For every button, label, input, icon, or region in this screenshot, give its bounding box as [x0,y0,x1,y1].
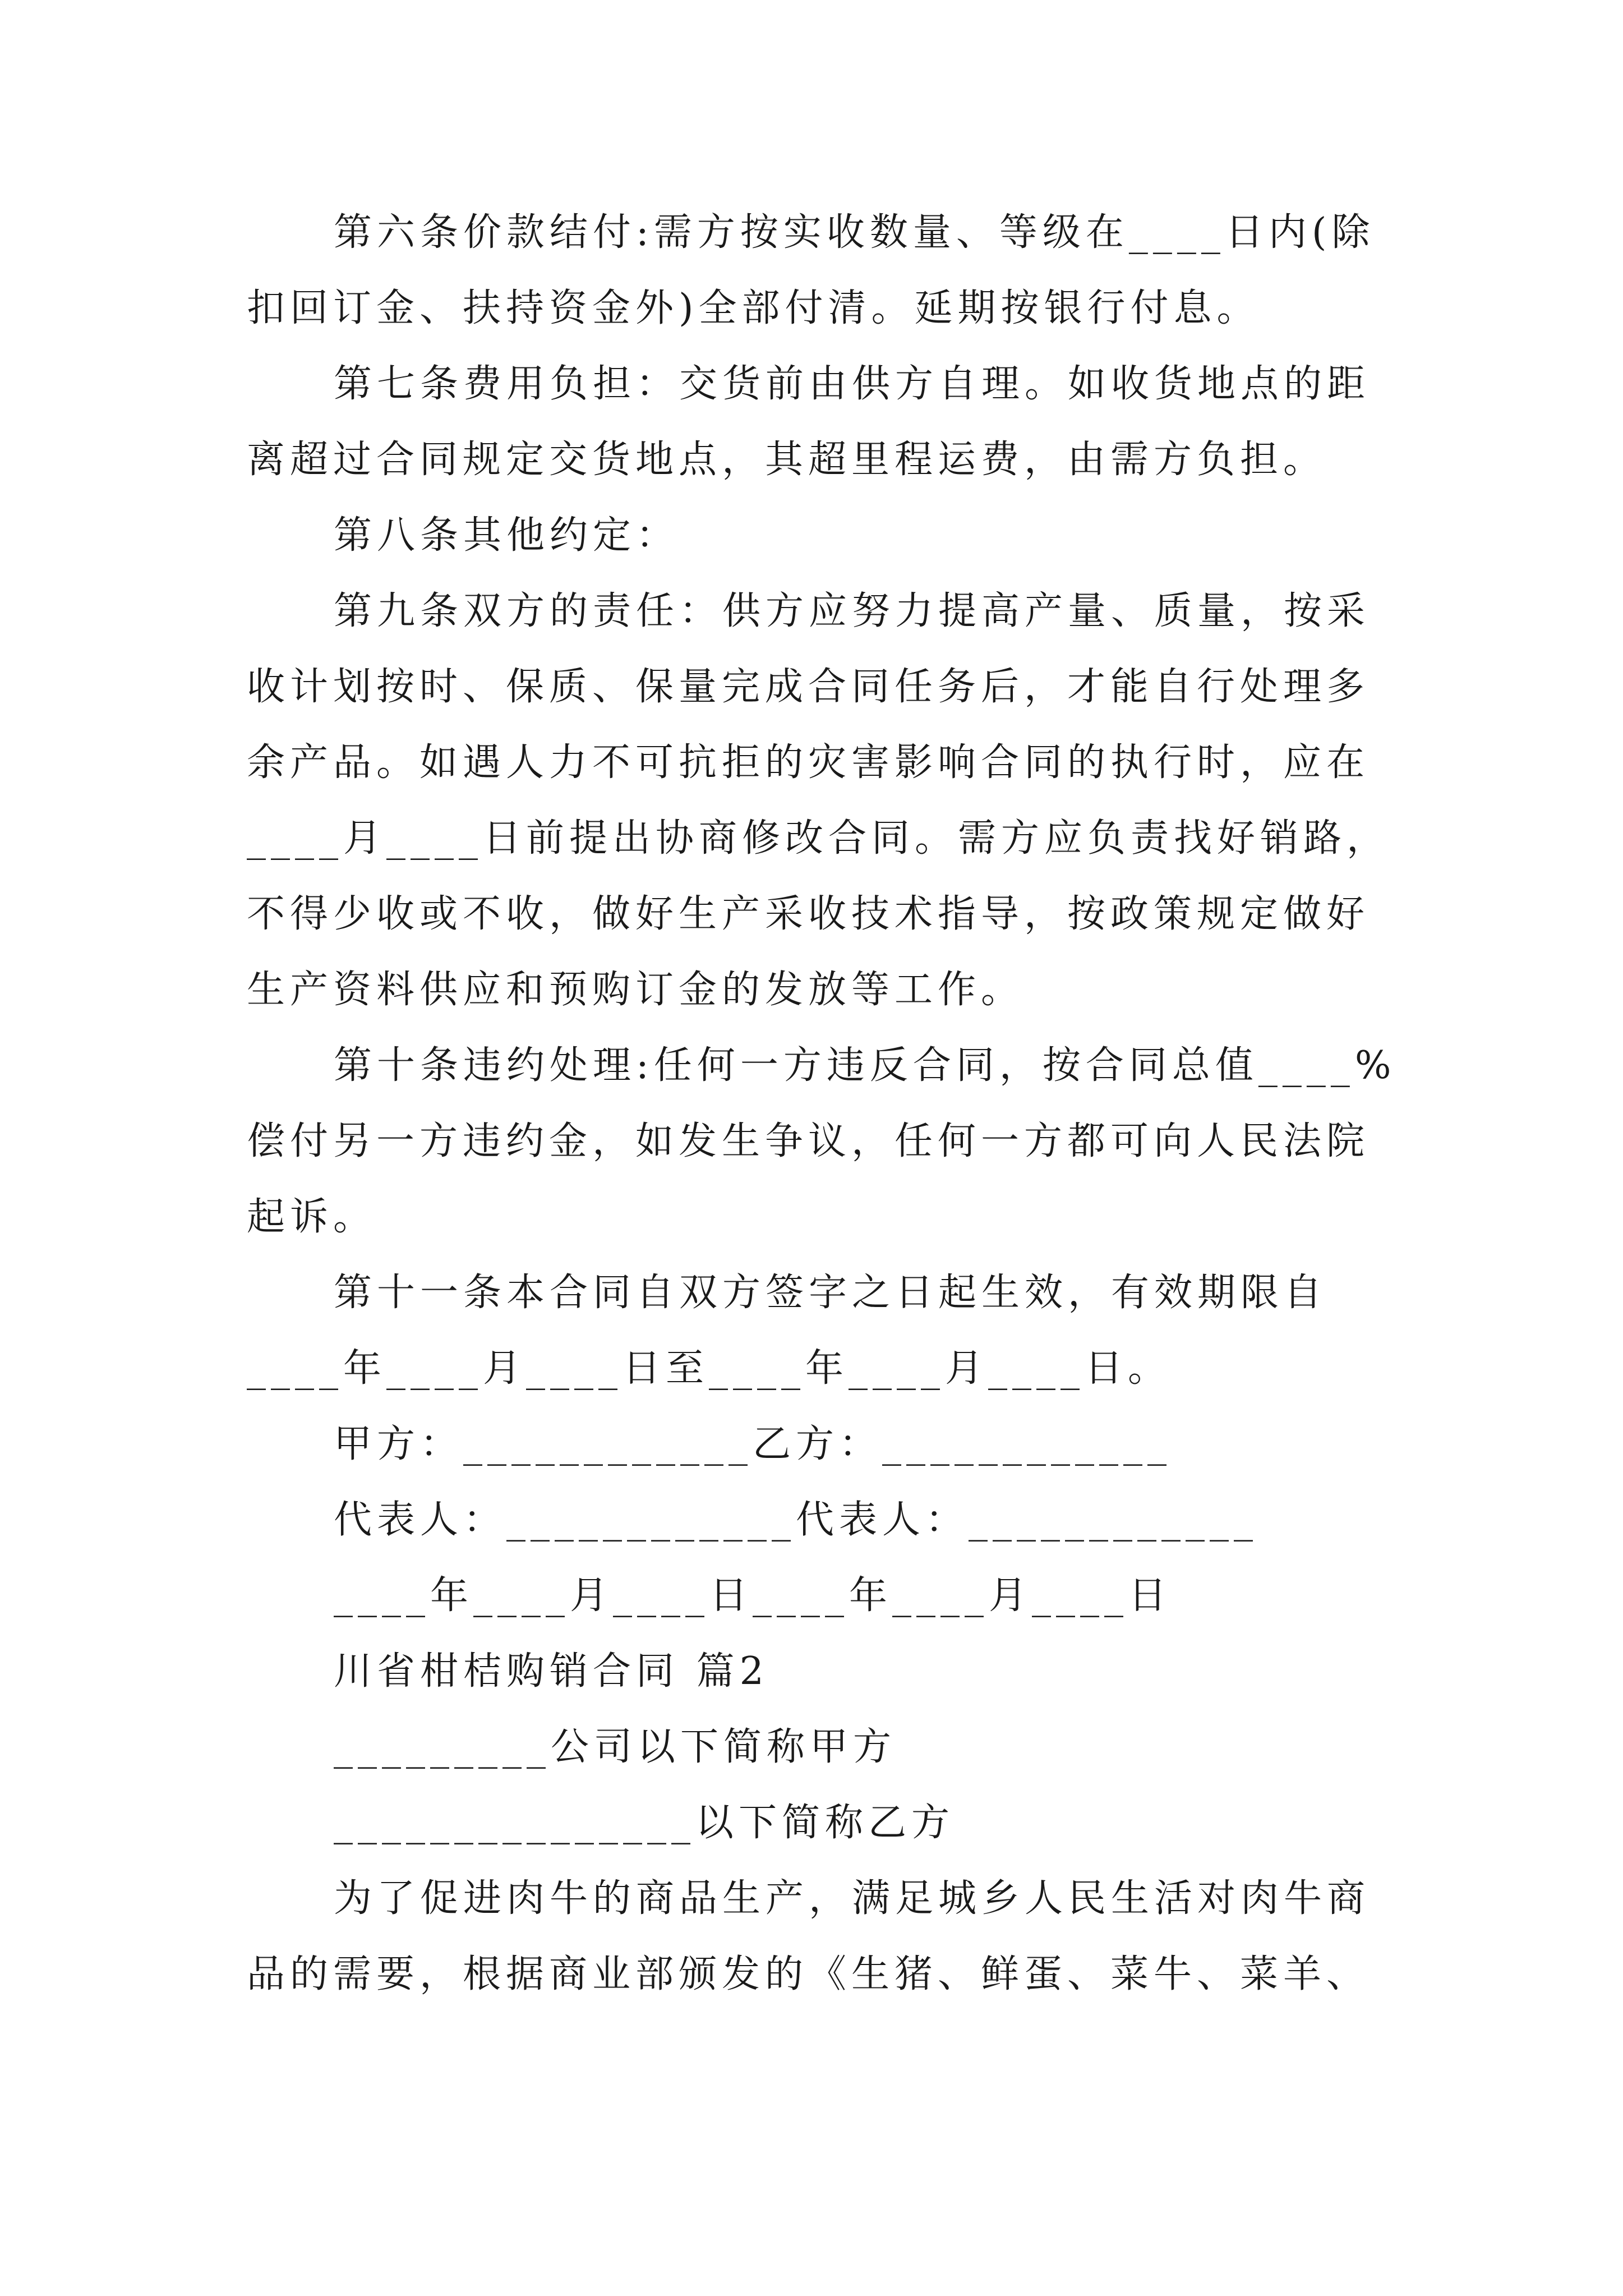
text-line: ____年____月____日至____年____月____日。 [247,1346,1172,1391]
signature-line-date: ____年____月____日____年____月____日 [334,1573,1172,1618]
text-line: 余产品。如遇人力不可抗拒的灾害影响合同的执行时，应在 [247,740,1370,785]
text-line: 离超过合同规定交货地点，其超里程运费，由需方负担。 [247,438,1327,482]
text-line: 品的需要，根据商业部颁发的《生猪、鲜蛋、菜牛、菜羊、 [247,1952,1370,1996]
party-a-line: _________公司以下简称甲方 [334,1725,897,1769]
text-line: 不得少收或不收，做好生产采收技术指导，按政策规定做好 [247,892,1370,936]
text-line: 第六条价款结付:需方按实收数量、等级在____日内(除 [334,210,1375,255]
text-line: 第七条费用负担：交货前由供方自理。如收货地点的距 [334,362,1371,406]
text-line: 生产资料供应和预购订金的发放等工作。 [247,968,1025,1012]
text-line: 扣回订金、扶持资金外)全部付清。延期按银行付息。 [247,286,1260,330]
signature-line-party: 甲方：____________乙方：____________ [334,1422,1172,1466]
text-line: 偿付另一方违约金，如发生争议，任何一方都可向人民法院 [247,1119,1370,1163]
text-line: 收计划按时、保质、保量完成合同任务后，才能自行处理多 [247,665,1370,709]
text-line: 起诉。 [247,1195,377,1239]
text-line: 为了促进肉牛的商品生产，满足城乡人民生活对肉牛商 [334,1876,1371,1921]
text-line: 第十一条本合同自双方签字之日起生效，有效期限自 [334,1271,1327,1315]
signature-line-representative: 代表人：____________代表人：____________ [334,1498,1258,1542]
text-line: 第九条双方的责任：供方应努力提高产量、质量，按采 [334,589,1371,633]
section-heading: 川省柑桔购销合同 篇2 [334,1649,769,1694]
text-line: 第十条违约处理:任何一方违反合同，按合同总值____% [334,1043,1396,1088]
text-line: 第八条其他约定： [334,513,680,558]
party-b-line: _______________以下简称乙方 [334,1801,955,1845]
text-line: ____月____日前提出协商修改合同。需方应负责找好销路， [247,816,1390,861]
